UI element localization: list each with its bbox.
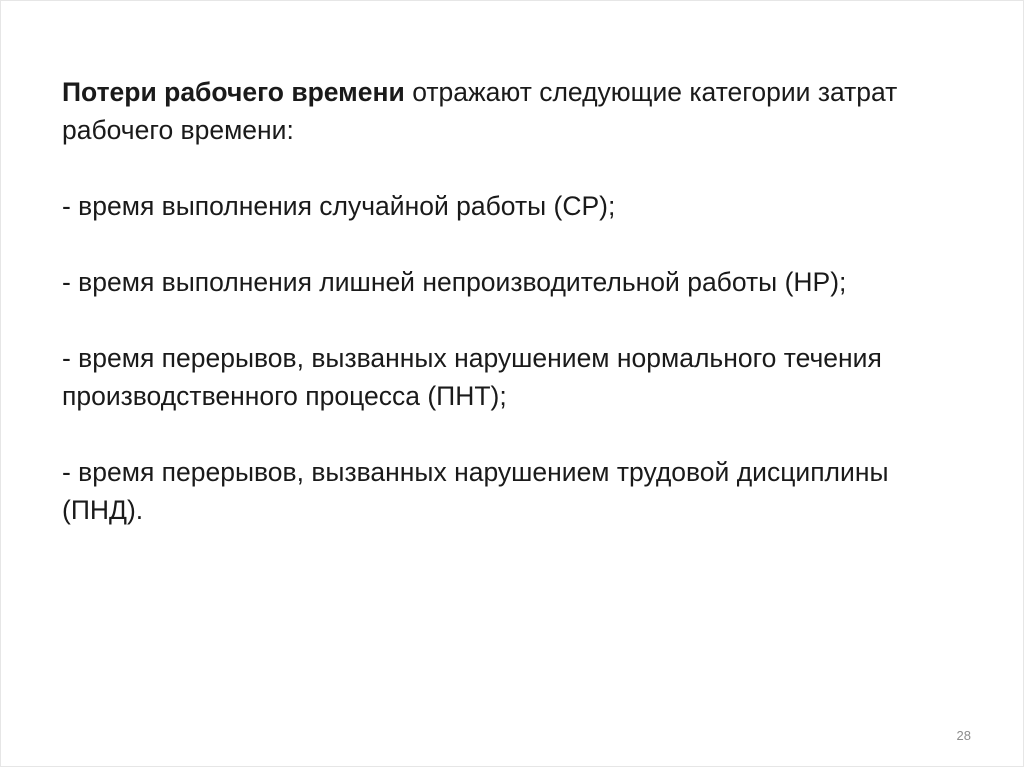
intro-text: отражают следующие категории затрат рабочего времени: [62,77,898,145]
list-item: - время выполнения случайной работы (СР); [62,191,616,221]
list-item: - время перерывов, вызванных нарушением нормального течения производственного процесса (ПНТ); [62,343,882,411]
intro-term: Потери рабочего времени [62,77,405,107]
intro-paragraph [62,73,962,149]
list-item: - время перерывов, вызванных нарушением трудовой дисциплины (ПНД). [62,457,889,525]
page-number: 28 [956,728,971,743]
slide-content [62,73,962,529]
list-item: - время выполнения лишней непроизводительной работы (НР); [62,267,847,297]
